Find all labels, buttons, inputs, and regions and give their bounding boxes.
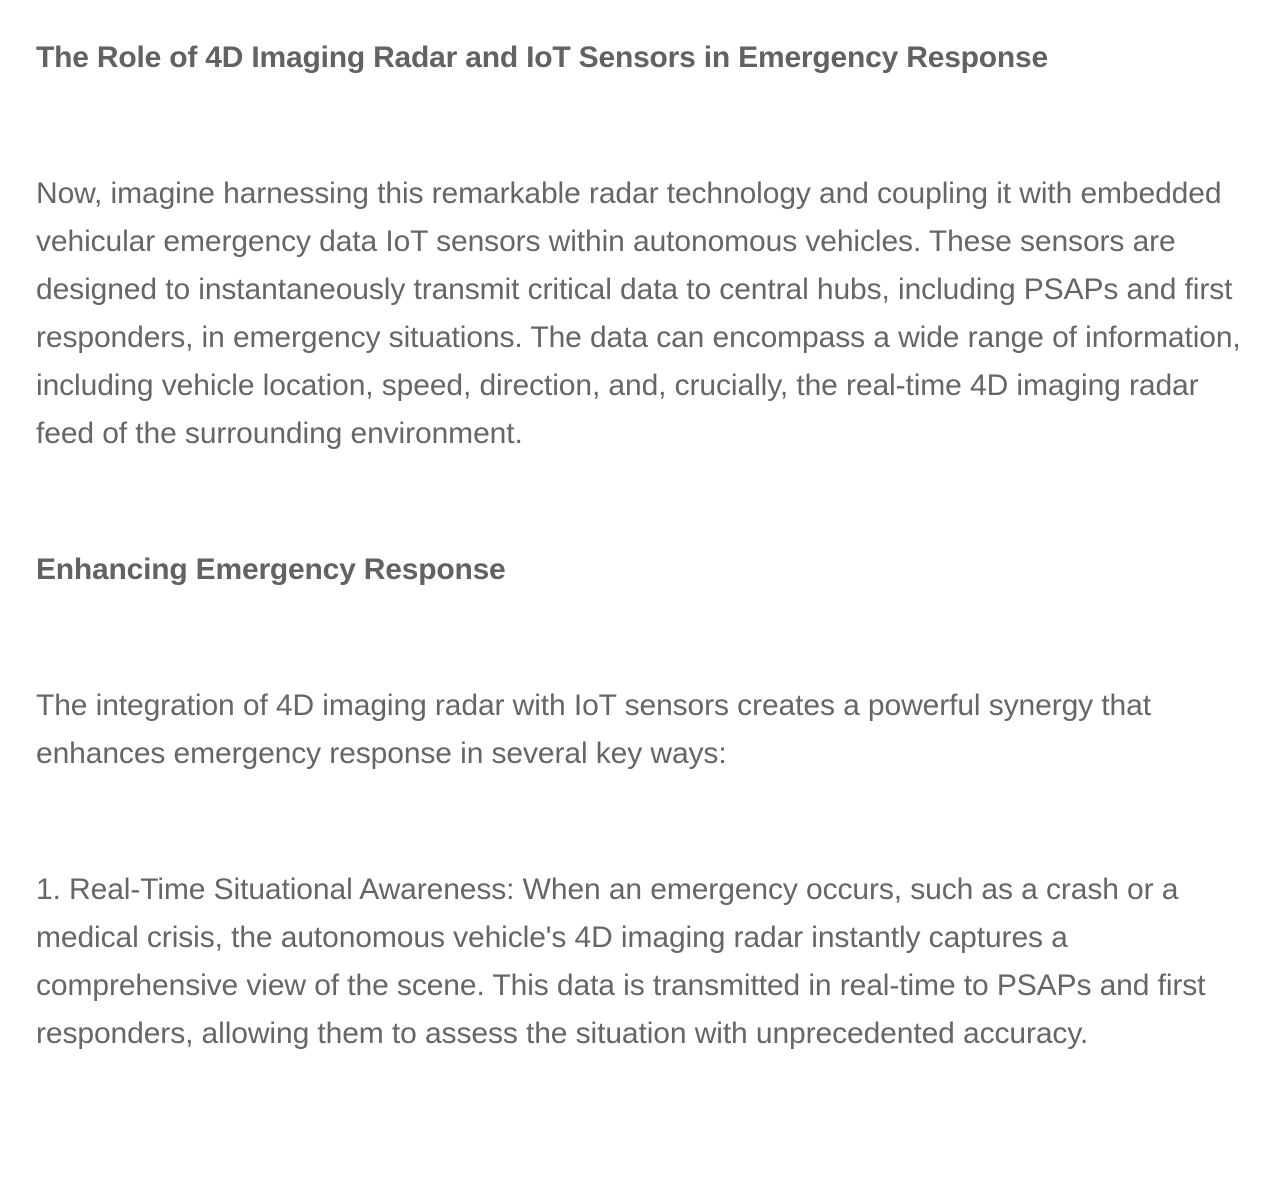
paragraph-integration: The integration of 4D imaging radar with IoT sensors creates a powerful synergy that enhances emergency response in several key ways: [36,689,1151,770]
section-heading-role-of-radar: The Role of 4D Imaging Radar and IoT Sensors in Emergency Response [36,41,1049,74]
paragraph-intro: Now, imagine harnessing this remarkable radar technology and coupling it with embedded vehicular emergency data IoT sensors within autonomous vehicles. These sensors are designed to instantaneously transmit critical data to central hubs, including PSAPs and first responders, in emergency situations. The data can encompass a wide range of information, including vehicle location, speed, direction, and, crucially, the real-time 4D imaging radar feed of the surrounding environment. [36,177,1241,450]
section-heading-enhancing-response: Enhancing Emergency Response [36,553,506,586]
list-item: 1. Real-Time Situational Awareness: When an emergency occurs, such as a crash or a medical crisis, the autonomous vehicle's 4D imaging radar instantly captures a comprehensive view of the scene. This data is transmitted in real-time to PSAPs and first responders, allowing them to assess the situation with unprecedented accuracy. [36,873,1206,1050]
